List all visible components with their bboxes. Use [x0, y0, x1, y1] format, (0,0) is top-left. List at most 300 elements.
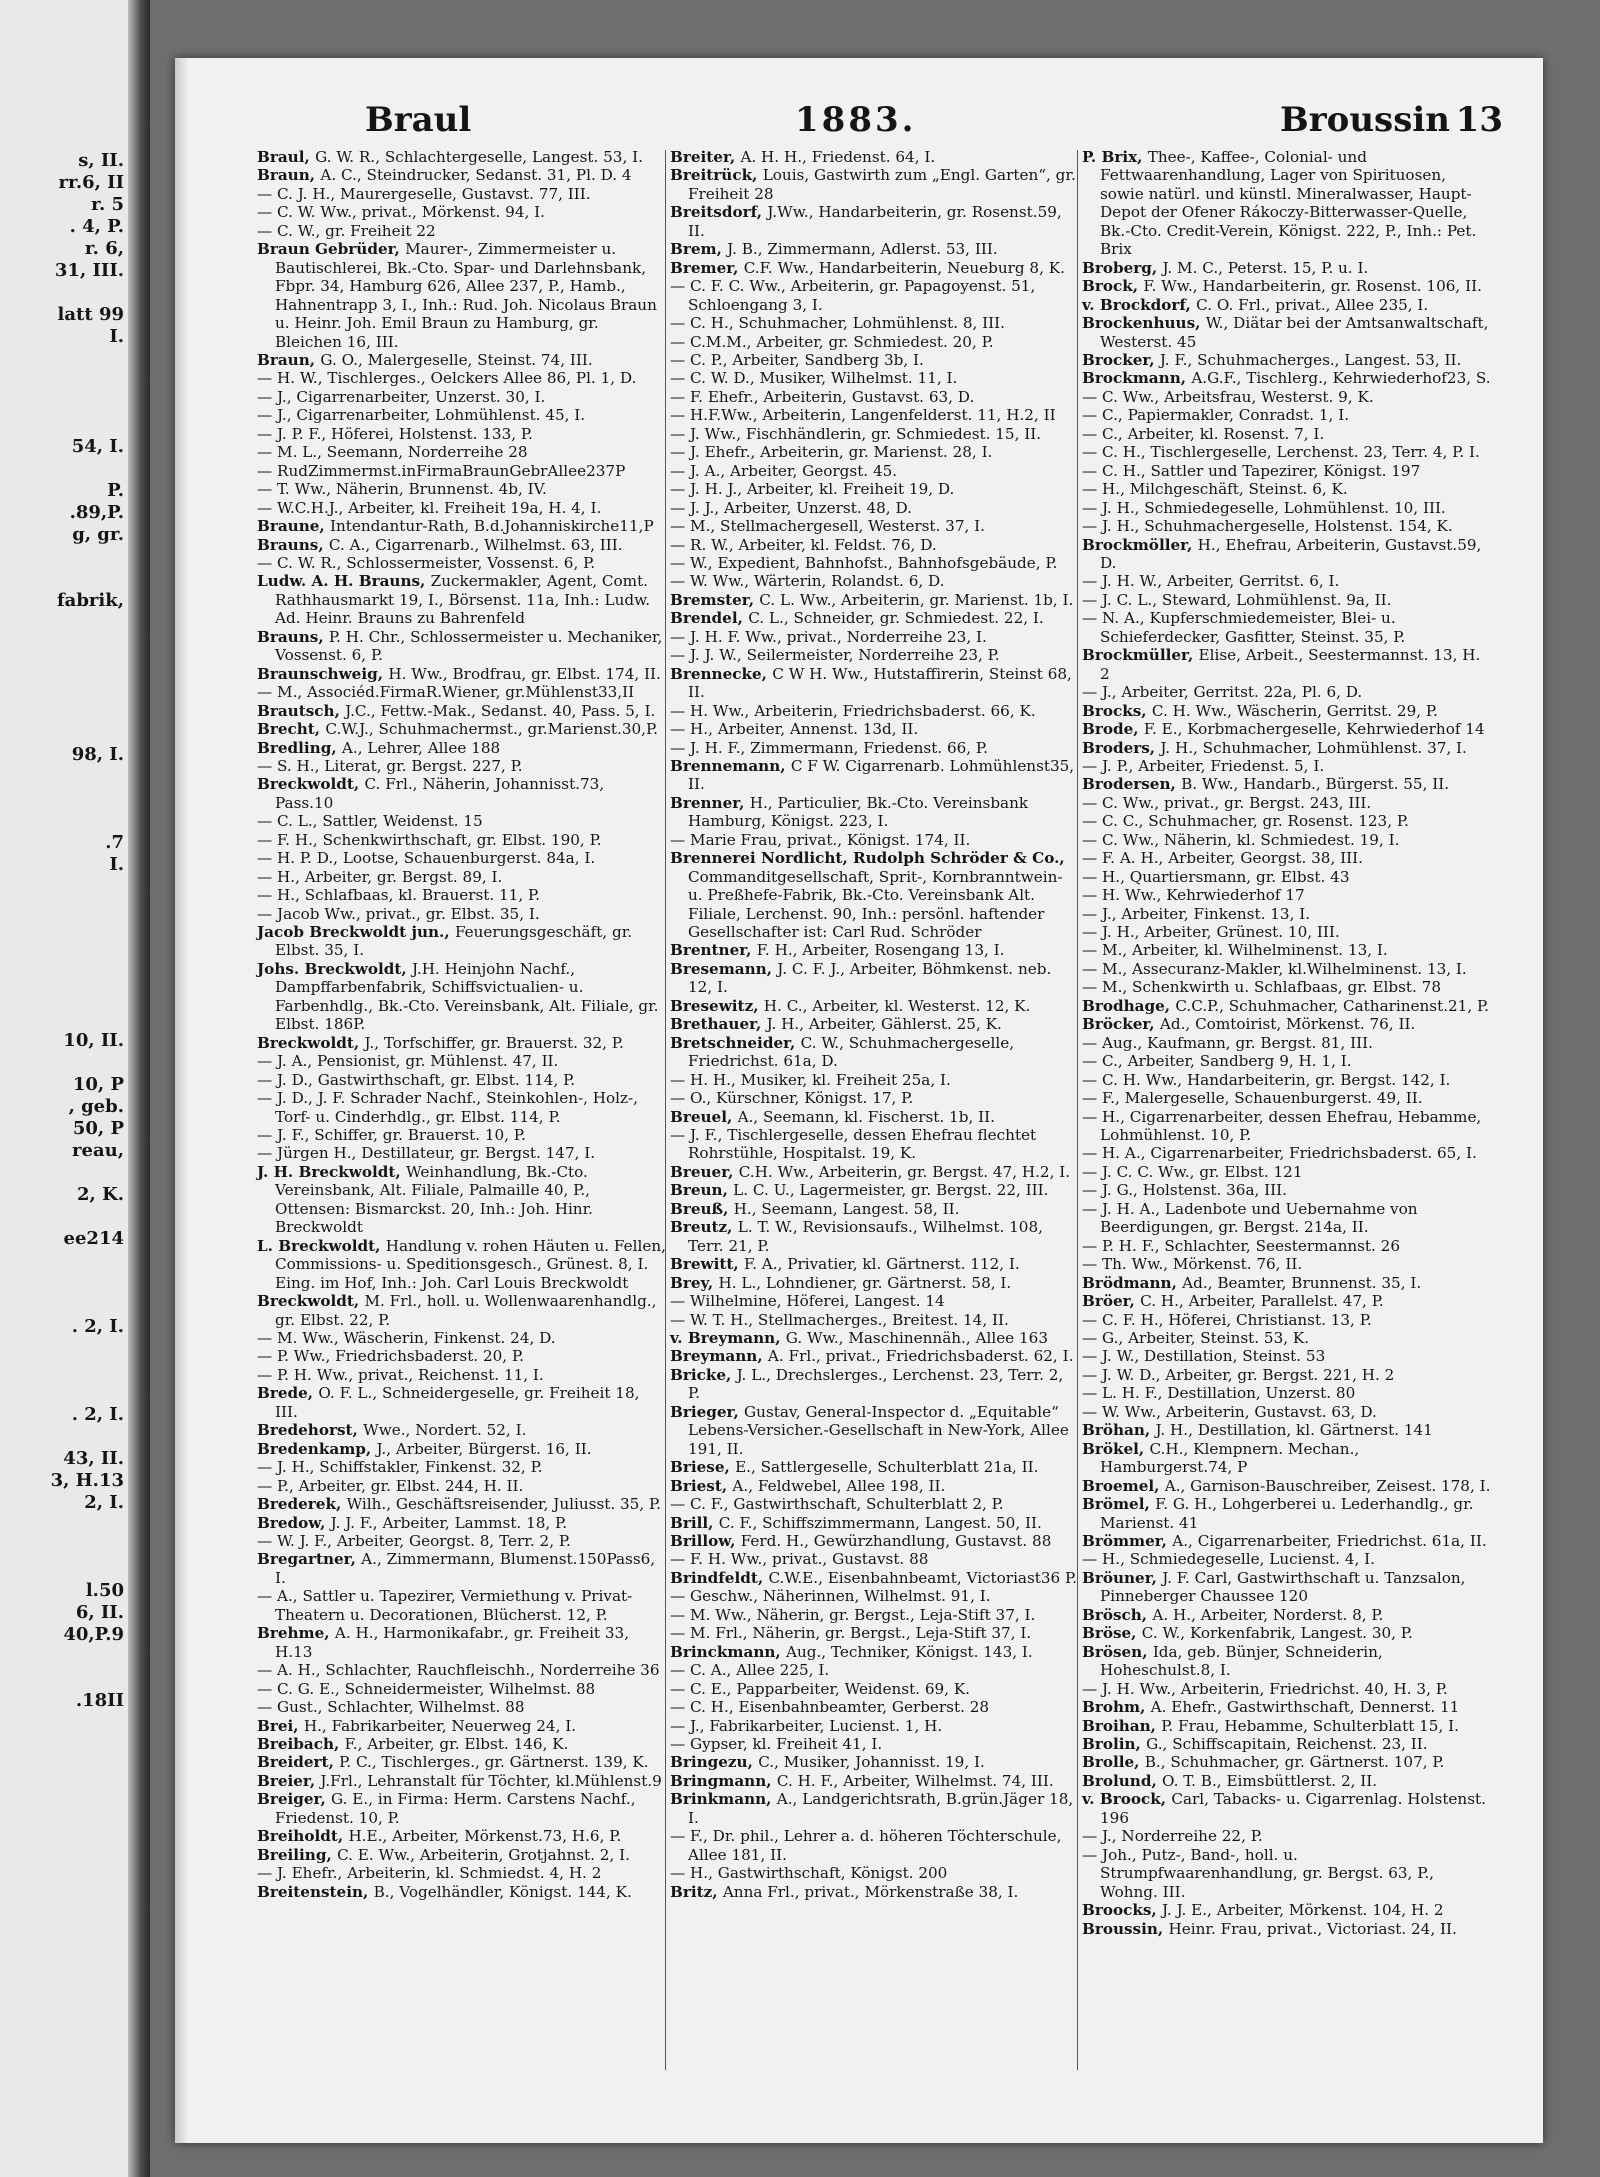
entry-name: Brauns,	[257, 535, 324, 554]
entry-text: — Jacob Ww., privat., gr. Elbst. 35, I.	[257, 904, 540, 923]
directory-entry	[670, 1163, 1080, 1181]
directory-entry	[1082, 1181, 1492, 1199]
left-page-fragment-line	[0, 634, 128, 656]
directory-entry	[1082, 1698, 1492, 1716]
entry-name: Broders,	[1082, 738, 1156, 757]
entry-name: Breitenstein,	[257, 1882, 369, 1901]
directory-entry	[670, 1643, 1080, 1661]
entry-text: — Joh., Putz-, Band-, holl. u. Strumpfwaarenhandlung, gr. Bergst. 63, P., Wohng. III.	[1082, 1845, 1434, 1901]
directory-entry	[1082, 609, 1492, 646]
entry-name: Brillow,	[670, 1531, 736, 1550]
directory-entry	[1082, 517, 1492, 535]
directory-entry	[1082, 499, 1492, 517]
entry-text: — C. Ww., privat., gr. Bergst. 243, III.	[1082, 793, 1372, 812]
entry-name: Brenner,	[670, 793, 745, 812]
entry-name: Bremster,	[670, 590, 754, 609]
directory-entry	[257, 628, 667, 665]
entry-text: J.Frl., Lehranstalt für Töchter, kl.Mühlenst.9	[320, 1771, 662, 1790]
entry-text: — C. W. Ww., privat., Mörkenst. 94, I.	[257, 203, 545, 222]
entry-text: J. H., Destillation, kl. Gärtnerst. 141	[1155, 1421, 1433, 1440]
entry-text: Feuerungsgeschäft, gr. Elbst. 35, I.	[275, 923, 633, 960]
entry-text: — F. H., Schenkwirthschaft, gr. Elbst. 190, P.	[257, 830, 602, 849]
entry-text: — Gypser, kl. Freiheit 41, I.	[670, 1734, 883, 1753]
directory-entry	[1082, 1200, 1492, 1237]
entry-text: — J. A., Arbeiter, Georgst. 45.	[670, 461, 898, 480]
entry-text: — P. Ww., Friedrichsbaderst. 20, P.	[257, 1347, 524, 1366]
entry-text: A. Frl., privat., Friedrichsbaderst. 62, I.	[767, 1347, 1074, 1366]
entry-text: A. Ehefr., Gastwirthschaft, Dennerst. 11	[1150, 1698, 1460, 1717]
directory-entry	[1082, 536, 1492, 573]
entry-text: Carl, Tabacks- u. Cigarrenlag. Holstenst. 196	[1100, 1790, 1486, 1827]
entry-text: — P., Arbeiter, gr. Elbst. 244, H. II.	[257, 1476, 524, 1495]
entry-text: — J., Cigarrenarbeiter, Unzerst. 30, I.	[257, 387, 546, 406]
entry-name: Braun,	[257, 166, 316, 185]
entry-text: C.W.E., Eisenbahnbeamt, Victoriast36 P.	[768, 1568, 1077, 1587]
directory-entry	[670, 1274, 1080, 1292]
entry-text: — H., Gastwirthschaft, Königst. 200	[670, 1864, 948, 1883]
entry-text: J. H., Arbeiter, Gählerst. 25, K.	[766, 1015, 1002, 1034]
directory-entry	[670, 1218, 1080, 1255]
entry-text: C.F. Ww., Handarbeiterin, Neueburg 8, K.	[743, 258, 1065, 277]
entry-text: Aug., Techniker, Königst. 143, I.	[786, 1642, 1033, 1661]
entry-name: Brocks,	[1082, 701, 1147, 720]
directory-entry	[257, 1790, 667, 1827]
entry-text: H., Fabrikarbeiter, Neuerweg 24, I.	[303, 1716, 577, 1735]
directory-entry	[257, 739, 667, 757]
entry-text: Commanditgesellschaft, Sprit-, Kornbranntwein- u. Preßhefe-Fabrik, Bk.-Cto. Vereinsbank Alt. Filiale, Lerchenst. 90, Inh.: persönl. haftender Gesellschafter ist: Carl Rud. Schröder	[688, 867, 1063, 942]
left-page-fragment-line	[0, 1426, 128, 1448]
directory-entry	[257, 1753, 667, 1771]
entry-name: Brill,	[670, 1513, 714, 1532]
directory-entry	[257, 1126, 667, 1144]
entry-name: Brömel,	[1082, 1495, 1150, 1514]
directory-entry	[1082, 480, 1492, 498]
entry-text: Louis, Gastwirth zum „Engl. Garten“, gr. Freiheit 28	[688, 166, 1076, 203]
directory-entry	[1082, 794, 1492, 812]
directory-entry	[257, 1495, 667, 1513]
entry-text: W., Diätar bei der Amtsanwaltschaft, Westerst. 45	[1100, 314, 1489, 351]
entry-name: v. Brockdorf,	[1082, 295, 1191, 314]
entry-name: Brem,	[670, 240, 722, 259]
page-header	[235, 100, 1503, 144]
entry-text: Thee-, Kaffee-, Colonial- und Fettwaarenhandlung, Lager von Spirituosen, sowie natürl. und künstl. Mineralwasser, Haupt-Depot der Ofener Rákoczy-Bitterwasser-Quelle, Bk.-Cto. Credit-Verein, Königst. 222, P., Inh.: Pet. Brix	[1100, 148, 1477, 259]
entry-text: J. H., Schuhmacher, Lohmühlenst. 37, I.	[1160, 738, 1467, 757]
directory-entry	[670, 757, 1080, 794]
directory-entry	[670, 1071, 1080, 1089]
directory-entry	[1082, 314, 1492, 351]
directory-entry	[670, 1661, 1080, 1679]
entry-text: J., Torfschiffer, gr. Brauerst. 32, P.	[364, 1033, 624, 1052]
entry-text: C. W., Schuhmachergeselle, Friedrichst. 61a, D.	[688, 1033, 1015, 1071]
directory-entry	[670, 517, 1080, 535]
entry-text: — H., Arbeiter, Annenst. 13d, II.	[670, 720, 919, 739]
entry-text: J. F., Schuhmacherges., Langest. 53, II.	[1159, 350, 1462, 369]
directory-entry	[257, 1163, 667, 1237]
entry-name: Brolle,	[1082, 1753, 1140, 1772]
directory-entry	[1082, 978, 1492, 996]
entry-text: — J. H. F., Zimmermann, Friedenst. 66, P.	[670, 738, 988, 757]
left-page-text-fragments	[0, 150, 128, 1712]
directory-entry	[257, 1034, 667, 1052]
entry-text: — J., Cigarrenarbeiter, Lohmühlenst. 45, I.	[257, 406, 586, 425]
directory-entry	[1082, 868, 1492, 886]
left-page-fragment-line: I.	[109, 854, 124, 875]
entry-text: — C. H., Sattler und Tapezirer, Königst. 197	[1082, 461, 1421, 480]
entry-name: Breymann,	[670, 1347, 763, 1366]
entry-text: — C. F., Gastwirthschaft, Schulterblatt 2, P.	[670, 1495, 1004, 1514]
directory-entry	[257, 443, 667, 461]
directory-entry	[257, 812, 667, 830]
directory-entry	[670, 831, 1080, 849]
directory-entry	[670, 333, 1080, 351]
left-page-fragment-line	[0, 1272, 128, 1294]
directory-entry	[1082, 1753, 1492, 1771]
entry-text: — H. W., Tischlerges., Oelckers Allee 86, Pl. 1, D.	[257, 369, 637, 388]
entry-text: — C. W. R., Schlossermeister, Vossenst. 6, P.	[257, 553, 596, 572]
directory-entry	[257, 905, 667, 923]
directory-entry	[670, 572, 1080, 590]
entry-text: J. J. E., Arbeiter, Mörkenst. 104, H. 2	[1162, 1901, 1444, 1920]
directory-entry	[670, 591, 1080, 609]
directory-entry	[257, 1292, 667, 1329]
entry-name: Brockmüller,	[1082, 646, 1194, 665]
directory-entry	[257, 222, 667, 240]
entry-text: — J. W., Destillation, Steinst. 53	[1082, 1347, 1326, 1366]
left-page-fragment-line	[0, 1558, 128, 1580]
left-page-fragment-line: 3, H.13	[50, 1470, 124, 1491]
directory-entry	[1082, 720, 1492, 738]
directory-entry	[257, 1421, 667, 1439]
directory-entry	[1082, 960, 1492, 978]
directory-entry	[1082, 1440, 1492, 1477]
directory-entry	[257, 720, 667, 738]
entry-name: Breitrück,	[670, 166, 758, 185]
entry-name: Broussin,	[1082, 1919, 1164, 1938]
entry-name: Brecht,	[257, 720, 321, 739]
entry-text: — C., Papiermakler, Conradst. 1, I.	[1082, 406, 1350, 425]
entry-name: Brock,	[1082, 277, 1139, 296]
directory-entry	[257, 1587, 667, 1624]
entry-name: Brockmöller,	[1082, 535, 1193, 554]
entry-text: H. C., Arbeiter, kl. Westerst. 12, K.	[763, 996, 1031, 1015]
directory-entry	[1082, 683, 1492, 701]
entry-text: — F. H. Ww., privat., Gustavst. 88	[670, 1550, 929, 1569]
entry-name: Bröcker,	[1082, 1015, 1155, 1034]
directory-entry	[670, 1089, 1080, 1107]
left-page-fragment-line: 50, P	[72, 1118, 124, 1139]
directory-entry	[257, 554, 667, 572]
entry-text: F. E., Korbmachergeselle, Kehrwiederhof 14	[1143, 720, 1485, 739]
left-page-fragment-line: . 4, P.	[69, 216, 124, 237]
directory-entry	[1082, 1624, 1492, 1642]
entry-text: Anna Frl., privat., Mörkenstraße 38, I.	[722, 1882, 1019, 1901]
entry-name: v. Breymann,	[670, 1329, 781, 1347]
directory-entry	[1082, 1569, 1492, 1606]
entry-text: C., Musiker, Johannisst. 19, I.	[758, 1753, 985, 1772]
entry-text: A., Landgerichtsrath, B.grün.Jäger 18, I.	[688, 1790, 1074, 1827]
entry-name: Brömmer,	[1082, 1531, 1167, 1550]
entry-text: P. H. Chr., Schlossermeister u. Mechaniker, Vossenst. 6, P.	[275, 627, 663, 665]
directory-entry	[670, 1532, 1080, 1550]
entry-text: — J. Ehefr., Arbeiterin, gr. Marienst. 28, I.	[670, 443, 993, 462]
entry-text: — F., Dr. phil., Lehrer a. d. höheren Töchterschule, Allee 181, II.	[670, 1827, 1062, 1864]
entry-text: — Th. Ww., Mörkenst. 76, II.	[1082, 1255, 1303, 1274]
entry-text: O. T. B., Eimsbüttlerst. 2, II.	[1162, 1771, 1378, 1790]
entry-text: — C. P., Arbeiter, Sandberg 3b, I.	[670, 350, 924, 369]
entry-text: — H. A., Cigarrenarbeiter, Friedrichsbaderst. 65, I.	[1082, 1144, 1477, 1163]
entry-text: — J. H. Ww., Arbeiterin, Friedrichst. 40, H. 3, P.	[1082, 1679, 1448, 1698]
entry-text: — M., Associéd.FirmaR.Wiener, gr.Mühlenst33,II	[257, 683, 635, 702]
directory-entry	[257, 1735, 667, 1753]
directory-entry	[670, 425, 1080, 443]
directory-column-1	[257, 148, 667, 1901]
entry-name: Brewitt,	[670, 1255, 739, 1274]
directory-entry	[257, 886, 667, 904]
directory-entry	[257, 462, 667, 480]
directory-entry	[1082, 1329, 1492, 1347]
entry-name: Brindfeldt,	[670, 1568, 764, 1587]
entry-text: J.C., Fettw.-Mak., Sedanst. 40, Pass. 5, I.	[345, 701, 656, 720]
entry-name: Brocker,	[1082, 350, 1155, 369]
entry-text: — M. Ww., Wäscherin, Finkenst. 24, D.	[257, 1329, 556, 1347]
entry-text: — H. H., Musiker, kl. Freiheit 25a, I.	[670, 1070, 951, 1089]
left-page-fragment-line: , geb.	[68, 1096, 124, 1117]
directory-entry	[670, 406, 1080, 424]
entry-text: — W. Ww., Wärterin, Rolandst. 6, D.	[670, 572, 945, 591]
entry-text: — J. P. F., Höferei, Holstenst. 133, P.	[257, 424, 533, 443]
entry-text: Ida, geb. Bünjer, Schneiderin, Hoheschulst.8, I.	[1100, 1642, 1383, 1680]
entry-text: E., Sattlergeselle, Schulterblatt 21a, II.	[735, 1458, 1039, 1477]
entry-name: Broocks,	[1082, 1901, 1157, 1920]
directory-entry	[257, 1071, 667, 1089]
entry-text: — Wilhelmine, Höferei, Langest. 14	[670, 1292, 945, 1311]
left-page-fragment-line	[0, 920, 128, 942]
directory-entry	[670, 1015, 1080, 1033]
entry-text: Handlung v. rohen Häuten u. Fellen, Commissions- u. Speditionsgesch., Grünest. 8, I. Eing. im Hof, Inh.: Joh. Carl Louis Breckwoldt	[275, 1236, 666, 1292]
entry-name: Broihan,	[1082, 1716, 1156, 1735]
entry-text: — H., Arbeiter, gr. Bergst. 89, I.	[257, 867, 503, 886]
directory-entry	[257, 1052, 667, 1070]
directory-entry	[670, 1347, 1080, 1365]
left-page-fragment-line	[0, 942, 128, 964]
left-page-fragment-line	[0, 370, 128, 392]
entry-text: A., Garnison-Bauschreiber, Zeisest. 178, I.	[1164, 1476, 1491, 1495]
directory-entry	[257, 148, 667, 166]
header-first-name: Braul	[365, 100, 472, 140]
entry-text: C.C.P., Schuhmacher, Catharinenst.21, P.	[1175, 996, 1489, 1015]
entry-text: — C. A., Allee 225, I.	[670, 1661, 830, 1680]
header-year: 1883.	[795, 100, 917, 140]
directory-entry	[1082, 425, 1492, 443]
left-page-fragment-line: r. 6,	[84, 238, 124, 259]
entry-name: Breiling,	[257, 1845, 332, 1864]
entry-text: — J. J. W., Seilermeister, Norderreihe 23, P.	[670, 646, 1000, 665]
directory-entry	[257, 1347, 667, 1365]
entry-name: Broemel,	[1082, 1476, 1160, 1495]
directory-entry	[670, 1477, 1080, 1495]
entry-name: Bricke,	[670, 1365, 732, 1384]
entry-text: — T. Ww., Näherin, Brunnenst. 4b, IV.	[257, 480, 547, 499]
directory-entry	[670, 462, 1080, 480]
left-page-fragment-line: 54, I.	[71, 436, 124, 457]
entry-name: Bringezu,	[670, 1753, 753, 1772]
entry-name: P. Brix,	[1082, 148, 1143, 166]
entry-text: — H. Ww., Kehrwiederhof 17	[1082, 886, 1305, 905]
directory-column-2	[670, 148, 1080, 1901]
left-page-fragment-line: rr.6, II	[58, 172, 124, 193]
directory-entry	[670, 203, 1080, 240]
directory-entry	[1082, 739, 1492, 757]
entry-text: C.W.J., Schuhmachermst., gr.Marienst.30,P.	[325, 720, 658, 739]
directory-entry	[1082, 831, 1492, 849]
entry-text: Zuckermakler, Agent, Comt. Rathhausmarkt 19, I., Börsenst. 11a, Inh.: Ludw. Ad. Heinr. Brauns zu Bahrenfeld	[275, 572, 651, 628]
directory-entry	[257, 1366, 667, 1384]
entry-name: Breibach,	[257, 1734, 340, 1753]
entry-text: — J. W. D., Arbeiter, gr. Bergst. 221, H. 2	[1082, 1365, 1395, 1384]
entry-name: Brennemann,	[670, 756, 786, 775]
entry-text: — H., Schmiedegeselle, Lucienst. 4, I.	[1082, 1550, 1375, 1569]
entry-text: H., Ehefrau, Arbeiterin, Gustavst.59, D.	[1100, 535, 1482, 572]
entry-text: C. H., Arbeiter, Parallelst. 47, P.	[1140, 1292, 1384, 1311]
entry-text: — J. H., Schmiedegeselle, Lohmühlenst. 10, III.	[1082, 498, 1446, 517]
entry-text: B. Ww., Handarb., Bürgerst. 55, II.	[1181, 775, 1450, 794]
entry-text: — S. H., Literat, gr. Bergst. 227, P.	[257, 756, 523, 775]
directory-entry	[1082, 1034, 1492, 1052]
entry-text: — C. J. H., Maurergeselle, Gustavst. 77, III.	[257, 184, 591, 203]
directory-entry	[670, 351, 1080, 369]
directory-entry	[670, 665, 1080, 702]
directory-entry	[670, 259, 1080, 277]
entry-text: H. L., Lohndiener, gr. Gärtnerst. 58, I.	[718, 1273, 1012, 1292]
entry-text: G. Ww., Maschinennäh., Allee 163	[785, 1329, 1048, 1347]
directory-entry	[1082, 1347, 1492, 1365]
entry-text: — F., Malergeselle, Schauenburgerst. 49, II.	[1082, 1089, 1423, 1108]
entry-name: Jacob Breckwoldt jun.,	[257, 923, 450, 942]
directory-entry	[257, 1661, 667, 1679]
entry-text: Ferd. H., Gewürzhandlung, Gustavst. 88	[740, 1531, 1052, 1550]
entry-text: Elise, Arbeit., Seestermannst. 13, H. 2	[1100, 646, 1481, 683]
directory-entry	[1082, 572, 1492, 590]
directory-entry	[257, 406, 667, 424]
entry-text: F., Arbeiter, gr. Elbst. 146, K.	[344, 1734, 569, 1753]
directory-entry	[1082, 886, 1492, 904]
left-page-fragment-line	[0, 392, 128, 414]
entry-text: — J. C. C. Ww., gr. Elbst. 121	[1082, 1162, 1303, 1181]
entry-text: P. Frau, Hebamme, Schulterblatt 15, I.	[1161, 1716, 1459, 1735]
directory-entry	[1082, 812, 1492, 830]
entry-text: — J. Ehefr., Arbeiterin, kl. Schmiedst. 4, H. 2	[257, 1864, 602, 1883]
directory-entry	[1082, 1680, 1492, 1698]
directory-entry	[257, 1864, 667, 1882]
entry-name: Brieger,	[670, 1402, 739, 1421]
entry-name: Bredenkamp,	[257, 1439, 372, 1458]
directory-entry	[1082, 646, 1492, 683]
entry-text: — P. H. Ww., privat., Reichenst. 11, I.	[257, 1365, 544, 1384]
entry-text: A.G.F., Tischlerg., Kehrwiederhof23, S.	[1191, 369, 1491, 388]
entry-text: Intendantur-Rath, B.d.Johanniskirche11,P	[330, 517, 654, 536]
entry-text: — F. Ehefr., Arbeiterin, Gustavst. 63, D.	[670, 387, 975, 406]
entry-name: Breckwoldt,	[257, 1292, 360, 1311]
directory-entry	[670, 739, 1080, 757]
entry-name: Brauns,	[257, 627, 324, 646]
directory-entry	[1082, 1772, 1492, 1790]
directory-entry	[670, 1329, 1080, 1347]
entry-name: Brodhage,	[1082, 996, 1171, 1015]
entry-name: J. H. Breckwoldt,	[257, 1162, 401, 1181]
entry-text: — Marie Frau, privat., Königst. 174, II.	[670, 830, 971, 849]
entry-text: G. W. R., Schlachtergeselle, Langest. 53, I.	[315, 148, 643, 166]
directory-entry	[1082, 591, 1492, 609]
directory-entry	[670, 1698, 1080, 1716]
entry-text: B., Schuhmacher, gr. Gärtnerst. 107, P.	[1144, 1753, 1445, 1772]
directory-entry	[670, 1514, 1080, 1532]
directory-entry	[670, 1126, 1080, 1163]
entry-text: — C. E., Papparbeiter, Weidenst. 69, K.	[670, 1679, 970, 1698]
entry-name: Braul,	[257, 148, 310, 166]
left-page-fragment-line	[0, 876, 128, 898]
left-page-fragment-line: fabrik,	[56, 590, 124, 611]
entry-text: C. H. Ww., Wäscherin, Gerritst. 29, P.	[1151, 701, 1438, 720]
directory-entry	[670, 1735, 1080, 1753]
left-page-fragment-line: 2, K.	[77, 1184, 124, 1205]
entry-text: — J. C. L., Steward, Lohmühlenst. 9a, II.	[1082, 590, 1392, 609]
left-page-fragment-line	[0, 766, 128, 788]
entry-text: — H. P. D., Lootse, Schauenburgerst. 84a, I.	[257, 849, 596, 868]
directory-entry	[257, 240, 667, 351]
page-number: 13	[1455, 100, 1503, 140]
entry-text: — H., Milchgeschäft, Steinst. 6, K.	[1082, 480, 1348, 499]
directory-entry	[670, 1403, 1080, 1458]
entry-text: — J. F., Schiffer, gr. Brauerst. 10, P.	[257, 1126, 526, 1145]
entry-name: Brinckmann,	[670, 1642, 781, 1661]
entry-name: Bresewitz,	[670, 996, 759, 1015]
left-page-fragment-line: 98, I.	[71, 744, 124, 765]
directory-entry	[670, 148, 1080, 166]
left-page-fragment-line: latt 99	[57, 304, 124, 325]
directory-entry	[1082, 1550, 1492, 1568]
directory-entry	[1082, 1366, 1492, 1384]
entry-text: C. A., Cigarrenarb., Wilhelmst. 63, III.	[328, 535, 623, 554]
entry-text: — J., Arbeiter, Gerritst. 22a, Pl. 6, D.	[1082, 683, 1363, 702]
entry-text: A., Feldwebel, Allee 198, II.	[732, 1476, 946, 1495]
directory-entry	[257, 1827, 667, 1845]
header-last-name: Broussin	[1280, 100, 1450, 140]
directory-entry	[257, 849, 667, 867]
directory-entry	[257, 1698, 667, 1716]
entry-text: H. Ww., Brodfrau, gr. Elbst. 174, II.	[388, 664, 661, 683]
entry-text: L. C. U., Lagermeister, gr. Bergst. 22, III.	[733, 1181, 1049, 1200]
left-page-fragment-line	[0, 546, 128, 568]
entry-text: H.E., Arbeiter, Mörkenst.73, H.6, P.	[348, 1827, 622, 1846]
entry-text: — O., Kürschner, Königst. 17, P.	[670, 1089, 914, 1108]
directory-entry	[670, 1717, 1080, 1735]
directory-entry	[670, 166, 1080, 203]
directory-entry	[1082, 1735, 1492, 1753]
directory-entry	[1082, 1717, 1492, 1735]
directory-entry	[257, 683, 667, 701]
entry-name: Briese,	[670, 1458, 730, 1477]
directory-entry	[670, 277, 1080, 314]
entry-text: — R. W., Arbeiter, kl. Feldst. 76, D.	[670, 535, 937, 554]
directory-entry	[670, 554, 1080, 572]
entry-name: Breiter,	[670, 148, 736, 166]
entry-name: Brey,	[670, 1273, 714, 1292]
directory-entry	[1082, 462, 1492, 480]
directory-entry	[1082, 259, 1492, 277]
directory-entry	[670, 1550, 1080, 1568]
directory-entry	[1082, 1846, 1492, 1901]
entry-text: — H., Schlafbaas, kl. Brauerst. 11, P.	[257, 886, 540, 905]
